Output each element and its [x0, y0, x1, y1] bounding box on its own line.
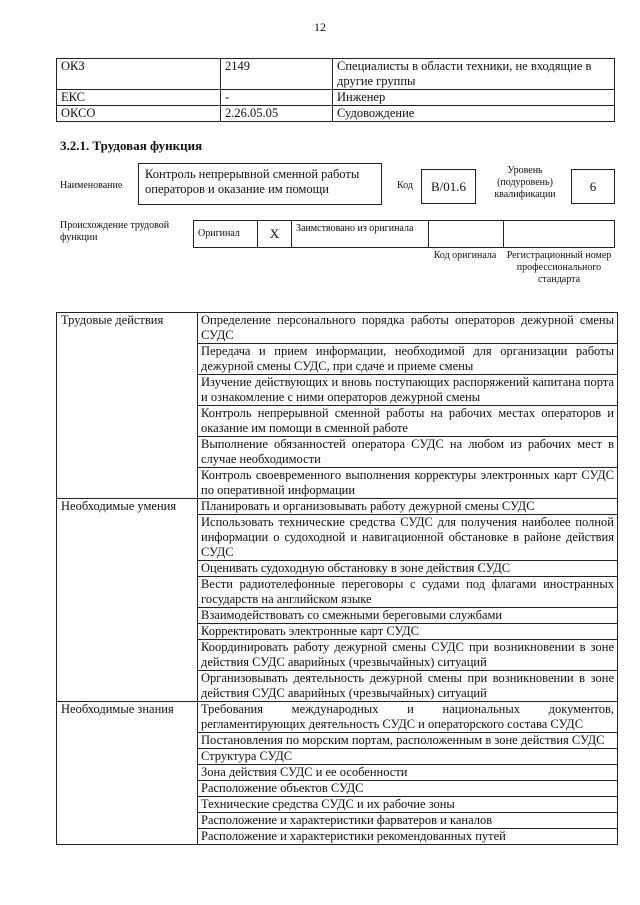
item-cell: Расположение объектов СУДС	[198, 781, 618, 797]
item-cell: Вести радиотелефонные переговоры с судами под флагами иностранных государств на английском языке	[198, 577, 618, 608]
code-cell-value: -	[221, 90, 333, 106]
original-label: Оригинал	[194, 221, 258, 248]
category-cell: Необходимые умения	[57, 499, 198, 702]
code-cell-value: 2.26.05.05	[221, 106, 333, 122]
item-cell: Взаимодействовать со смежными береговыми службами	[198, 608, 618, 624]
item-cell: Использовать технические средства СУДС для получения наиболее полной информации о судоходной и навигационной обстановке в районе действия СУДС	[198, 515, 618, 561]
qualification-level-box: 6	[571, 169, 615, 204]
original-mark: X	[258, 221, 292, 248]
page-number: 12	[314, 20, 326, 34]
code-cell-desc: Судовождение	[333, 106, 615, 122]
registration-number-cell	[504, 221, 615, 248]
item-cell: Координировать работу дежурной смены СУДС при возникновении в зоне действия СУДС аварийных (чрезвычайных) ситуаций	[198, 640, 618, 671]
item-cell: Зона действия СУДС и ее особенности	[198, 765, 618, 781]
function-name-box: Контроль непрерывной сменной работы операторов и оказание им помощи	[138, 163, 382, 205]
item-cell: Структура СУДС	[198, 749, 618, 765]
item-cell: Технические средства СУДС и их рабочие зоны	[198, 797, 618, 813]
code-cell-code: ЕКС	[57, 90, 221, 106]
function-code-label: Код	[397, 180, 413, 191]
table-row	[57, 702, 618, 733]
function-name-label: Наименование	[60, 180, 123, 191]
item-cell: Передача и прием информации, необходимой для организации работы дежурной смены СУДС, при сдаче и приеме смены	[198, 344, 618, 375]
section-title: 3.2.1. Трудовая функция	[60, 138, 203, 153]
item-cell: Контроль своевременного выполнения корректуры электронных карт СУДС по оперативной информации	[198, 468, 618, 499]
labor-function-table	[56, 312, 618, 845]
code-cell-code: ОКСО	[57, 106, 221, 122]
code-row	[57, 59, 615, 90]
item-cell: Планировать и организовывать работу дежурной смены СУДС	[198, 499, 618, 515]
code-row	[57, 90, 615, 106]
code-cell-value: 2149	[221, 59, 333, 90]
table-row	[57, 313, 618, 344]
borrowed-label: Заимствовано из оригинала	[292, 221, 429, 248]
category-cell: Трудовые действия	[57, 313, 198, 499]
registration-number-caption: Регистрационный номер профессионального стандарта	[506, 250, 612, 285]
item-cell: Расположение и характеристики рекомендованных путей	[198, 829, 618, 845]
qualification-level-label: Уровень (подуровень) квалификации	[494, 165, 556, 200]
code-cell-desc: Специалисты в области техники, не входящие в другие группы	[333, 59, 615, 90]
item-cell: Изучение действующих и вновь поступающих распоряжений капитана порта и ознакомление с ними операторов дежурной смены	[198, 375, 618, 406]
table-row	[57, 499, 618, 515]
original-code-cell	[429, 221, 504, 248]
item-cell: Расположение и характеристики фарватеров и каналов	[198, 813, 618, 829]
item-cell: Организовывать деятельность дежурной смены при возникновении в зоне действия СУДС аварийных (чрезвычайных) ситуаций	[198, 671, 618, 702]
item-cell: Оценивать судоходную обстановку в зоне действия СУДС	[198, 561, 618, 577]
classification-codes-table	[56, 58, 615, 122]
item-cell: Постановления по морским портам, расположенным в зоне действия СУДС	[198, 733, 618, 749]
code-row	[57, 106, 615, 122]
item-cell: Контроль непрерывной сменной работы на рабочих местах операторов и оказание им помощи в сменной работе	[198, 406, 618, 437]
code-cell-code: ОКЗ	[57, 59, 221, 90]
item-cell: Определение персонального порядка работы операторов дежурной смены СУДС	[198, 313, 618, 344]
item-cell: Требования международных и национальных документов, регламентирующих деятельность СУДС и операторского состава СУДС	[198, 702, 618, 733]
origin-table	[193, 220, 615, 248]
item-cell: Корректировать электронные карт СУДС	[198, 624, 618, 640]
origin-label: Происхождение трудовой функции	[60, 220, 170, 243]
category-cell: Необходимые знания	[57, 702, 198, 845]
code-cell-desc: Инженер	[333, 90, 615, 106]
item-cell: Выполнение обязанностей оператора СУДС на любом из рабочих мест в случае необходимости	[198, 437, 618, 468]
function-code-box: B/01.6	[421, 169, 476, 204]
original-code-caption: Код оригинала	[433, 250, 497, 261]
